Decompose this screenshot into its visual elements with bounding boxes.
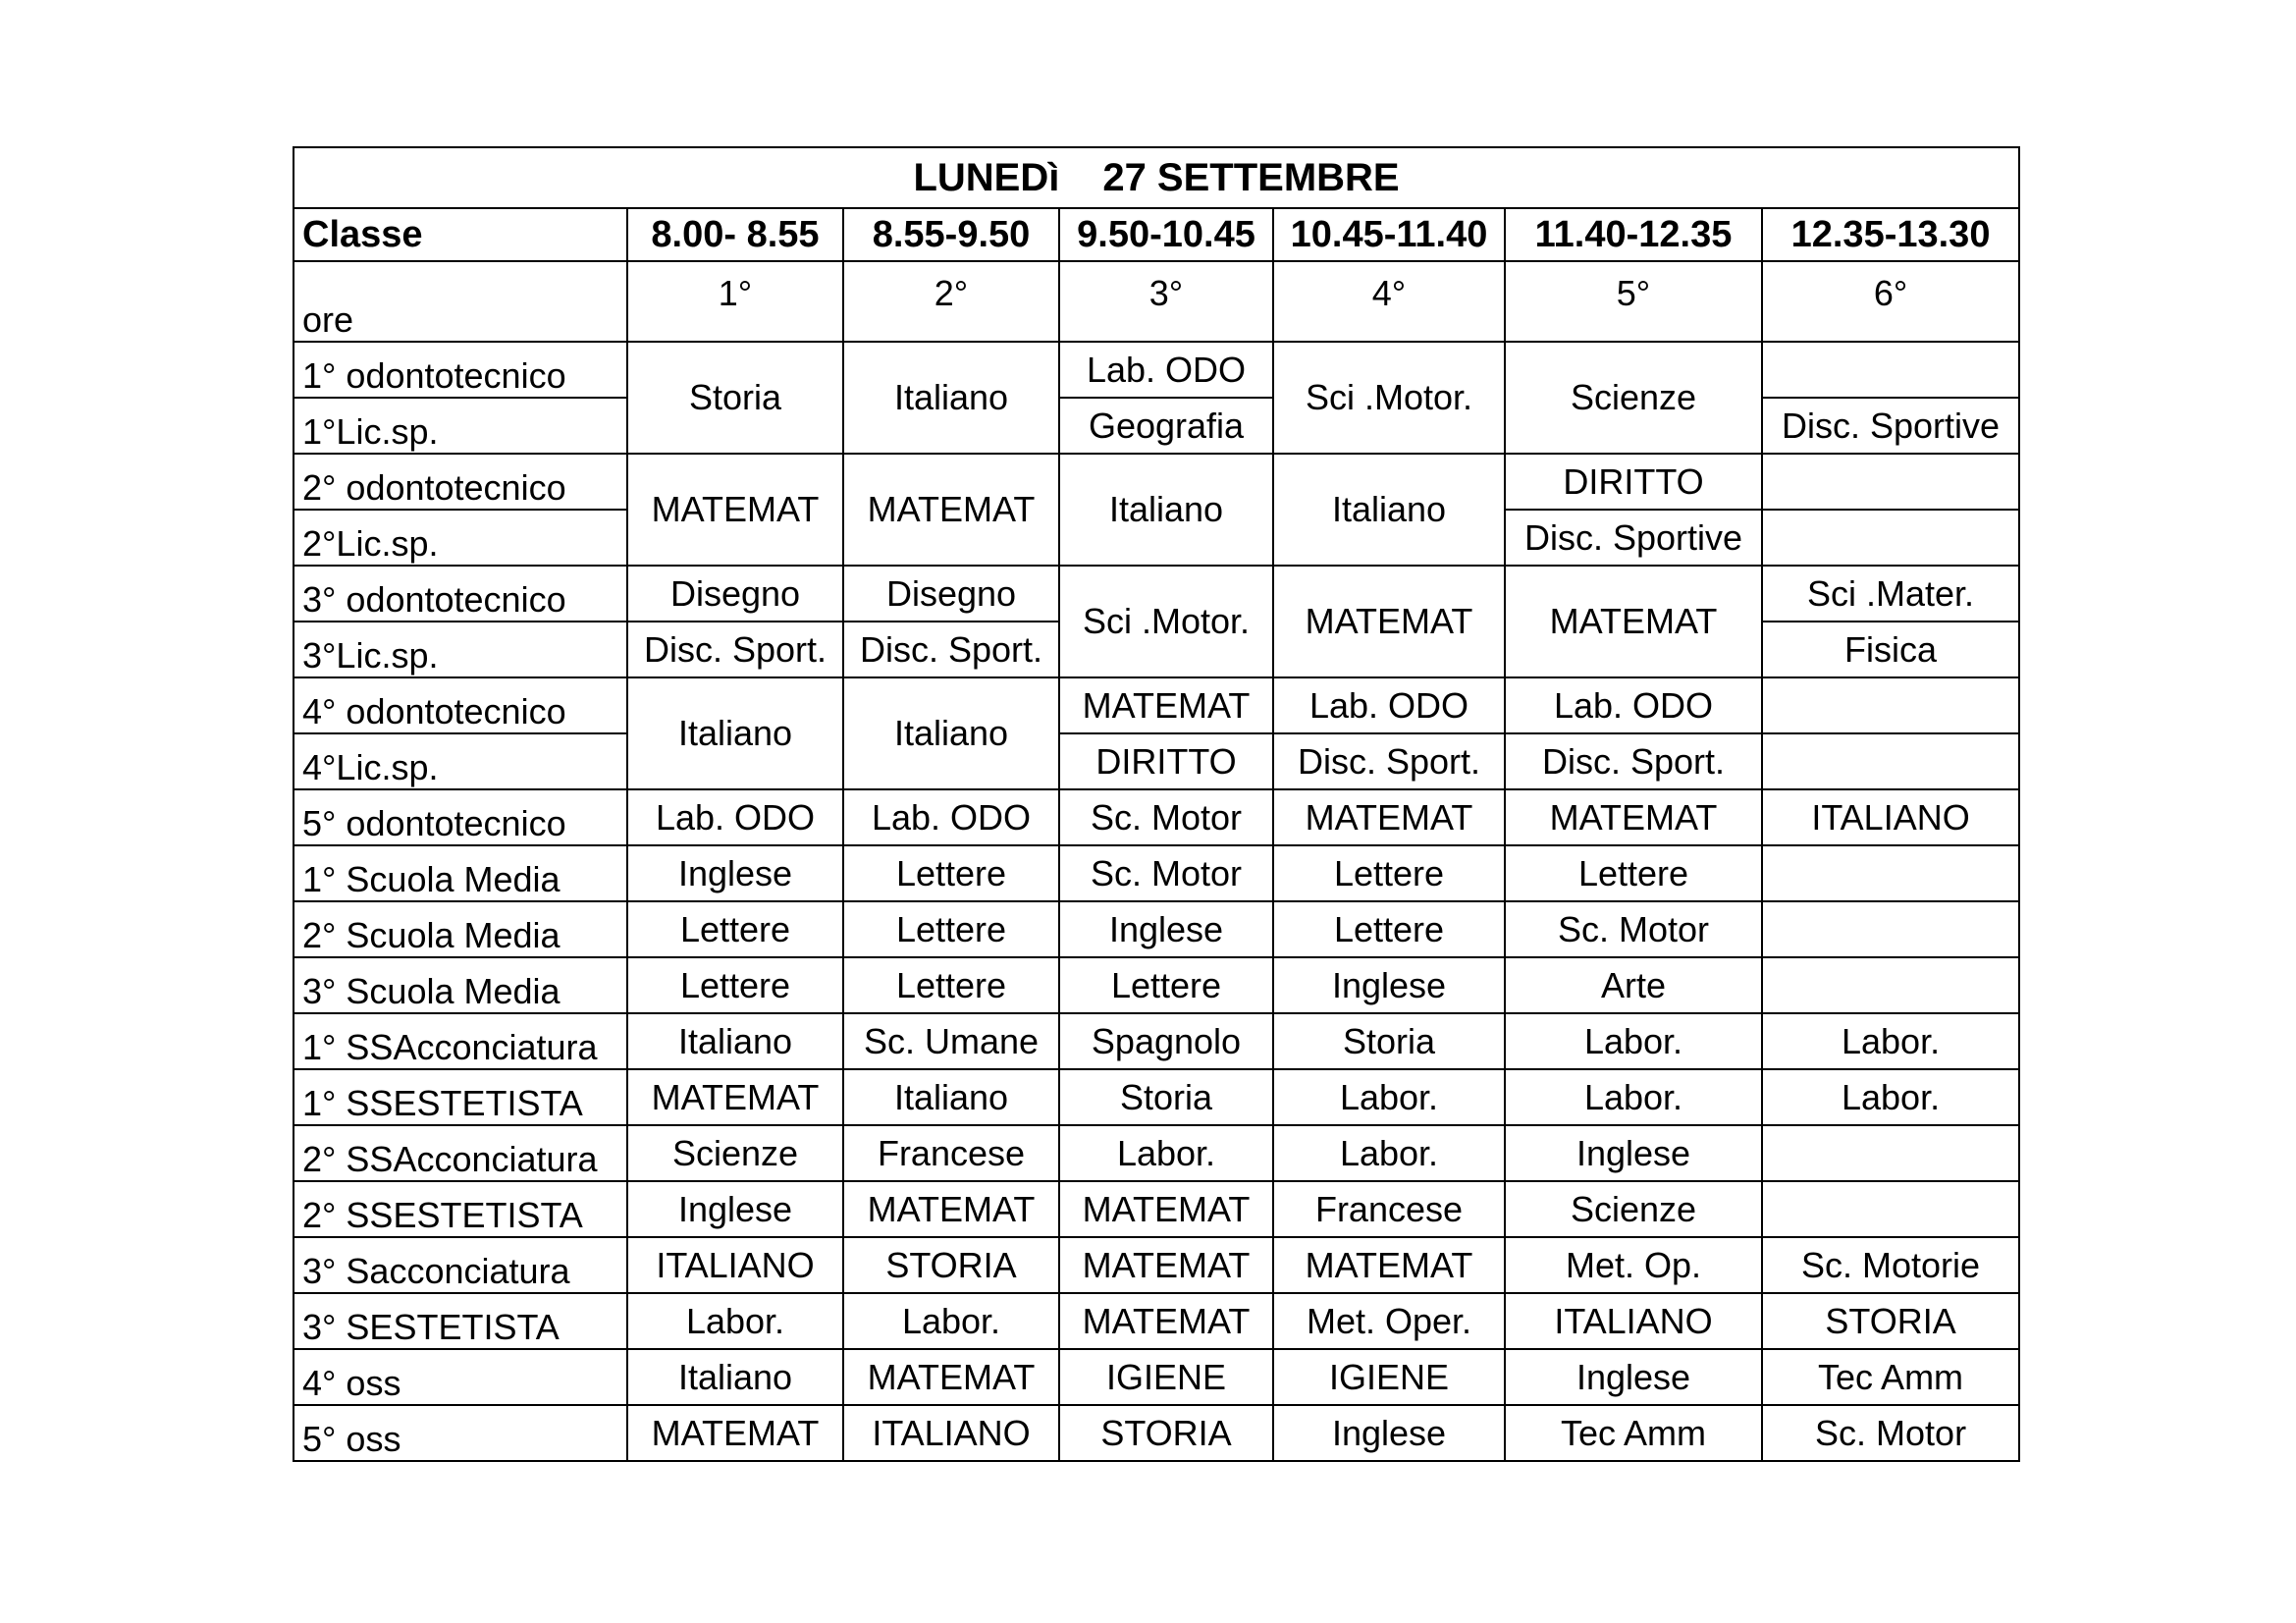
- lesson-cell: Lettere: [843, 901, 1059, 957]
- lesson-cell: Sc. Motor: [1505, 901, 1762, 957]
- lesson-cell: Storia: [627, 342, 843, 454]
- page-title: [294, 147, 2019, 208]
- lesson-cell: Labor.: [843, 1293, 1059, 1349]
- period-header: 1°: [627, 261, 843, 342]
- lesson-cell: ITALIANO: [1762, 789, 2019, 845]
- lesson-cell: Scienze: [627, 1125, 843, 1181]
- class-name: 1° Scuola Media: [294, 845, 627, 901]
- class-name: 1° SSAcconciatura: [294, 1013, 627, 1069]
- lesson-cell: Labor.: [1273, 1125, 1505, 1181]
- lesson-cell: Inglese: [1273, 1405, 1505, 1461]
- lesson-cell: Disc. Sportive: [1762, 398, 2019, 454]
- lesson-cell: MATEMAT: [1059, 1237, 1273, 1293]
- lesson-cell: Tec Amm: [1505, 1405, 1762, 1461]
- title-date: 27 SETTEMBRE: [1102, 156, 1400, 199]
- lesson-cell: Italiano: [843, 677, 1059, 789]
- lesson-cell: Inglese: [1505, 1349, 1762, 1405]
- lesson-cell: Lettere: [1273, 901, 1505, 957]
- lesson-cell: Tec Amm: [1762, 1349, 2019, 1405]
- lesson-cell: [1762, 1181, 2019, 1237]
- lesson-cell: MATEMAT: [1273, 566, 1505, 677]
- lesson-cell: STORIA: [1059, 1405, 1273, 1461]
- class-column-header: Classe: [294, 208, 627, 261]
- lesson-cell: Spagnolo: [1059, 1013, 1273, 1069]
- lesson-cell: [1762, 510, 2019, 566]
- lesson-cell: STORIA: [843, 1237, 1059, 1293]
- lesson-cell: Sc. Motor: [1762, 1405, 2019, 1461]
- lesson-cell: MATEMAT: [1273, 789, 1505, 845]
- lesson-cell: Francese: [843, 1125, 1059, 1181]
- time-header: 11.40-12.35: [1505, 208, 1762, 261]
- lesson-cell: Disc. Sportive: [1505, 510, 1762, 566]
- lesson-cell: Lettere: [1273, 845, 1505, 901]
- lesson-cell: Labor.: [1505, 1069, 1762, 1125]
- lesson-cell: Inglese: [1505, 1125, 1762, 1181]
- table-row: [294, 901, 2019, 957]
- lesson-cell: Inglese: [1059, 901, 1273, 957]
- lesson-cell: Lettere: [1059, 957, 1273, 1013]
- lesson-cell: Inglese: [627, 1181, 843, 1237]
- lesson-cell: Sc. Umane: [843, 1013, 1059, 1069]
- lesson-cell: Labor.: [1762, 1013, 2019, 1069]
- lesson-cell: Italiano: [1273, 454, 1505, 566]
- class-name: 3° Scuola Media: [294, 957, 627, 1013]
- class-name: 4°Lic.sp.: [294, 733, 627, 789]
- table-row: [294, 957, 2019, 1013]
- lesson-cell: STORIA: [1762, 1293, 2019, 1349]
- lesson-cell: Sc. Motor: [1059, 845, 1273, 901]
- class-name: 3°Lic.sp.: [294, 622, 627, 677]
- lesson-cell: MATEMAT: [843, 454, 1059, 566]
- ore-label: ore: [294, 261, 627, 342]
- time-header: 12.35-13.30: [1762, 208, 2019, 261]
- lesson-cell: [1762, 1125, 2019, 1181]
- lesson-cell: MATEMAT: [1059, 677, 1273, 733]
- table-row: [294, 1405, 2019, 1461]
- time-header: 9.50-10.45: [1059, 208, 1273, 261]
- table-row: [294, 677, 2019, 733]
- period-header: 5°: [1505, 261, 1762, 342]
- lesson-cell: Storia: [1273, 1013, 1505, 1069]
- lesson-cell: Scienze: [1505, 1181, 1762, 1237]
- lesson-cell: MATEMAT: [627, 1405, 843, 1461]
- class-name: 5° oss: [294, 1405, 627, 1461]
- period-header: 3°: [1059, 261, 1273, 342]
- lesson-cell: [1762, 454, 2019, 510]
- lesson-cell: Lettere: [627, 957, 843, 1013]
- class-name: 4° oss: [294, 1349, 627, 1405]
- lesson-cell: MATEMAT: [1059, 1293, 1273, 1349]
- lesson-cell: Sci .Motor.: [1059, 566, 1273, 677]
- table-row: [294, 1181, 2019, 1237]
- lesson-cell: Lab. ODO: [1505, 677, 1762, 733]
- lesson-cell: MATEMAT: [627, 1069, 843, 1125]
- title-row: [294, 147, 2019, 208]
- lesson-cell: Lettere: [843, 957, 1059, 1013]
- class-name: 3° Sacconciatura: [294, 1237, 627, 1293]
- period-header-row: [294, 261, 2019, 342]
- table-row: [294, 1069, 2019, 1125]
- lesson-cell: Geografia: [1059, 398, 1273, 454]
- lesson-cell: [1762, 677, 2019, 733]
- lesson-cell: MATEMAT: [1505, 566, 1762, 677]
- table-row: [294, 342, 2019, 398]
- class-name: 2° odontotecnico: [294, 454, 627, 510]
- class-name: 4° odontotecnico: [294, 677, 627, 733]
- class-name: 2° SSAcconciatura: [294, 1125, 627, 1181]
- time-header-row: [294, 208, 2019, 261]
- table-row: [294, 566, 2019, 622]
- lesson-cell: [1762, 342, 2019, 398]
- lesson-cell: MATEMAT: [1059, 1181, 1273, 1237]
- table-row: [294, 1125, 2019, 1181]
- time-header: 8.55-9.50: [843, 208, 1059, 261]
- lesson-cell: Lab. ODO: [1059, 342, 1273, 398]
- class-name: 2°Lic.sp.: [294, 510, 627, 566]
- lesson-cell: Disc. Sport.: [1273, 733, 1505, 789]
- lesson-cell: Labor.: [1059, 1125, 1273, 1181]
- lesson-cell: [1762, 901, 2019, 957]
- lesson-cell: Italiano: [1059, 454, 1273, 566]
- class-name: 1° SSESTETISTA: [294, 1069, 627, 1125]
- table-row: [294, 789, 2019, 845]
- lesson-cell: Lab. ODO: [627, 789, 843, 845]
- lesson-cell: Inglese: [1273, 957, 1505, 1013]
- table-row: [294, 1013, 2019, 1069]
- lesson-cell: Sci .Motor.: [1273, 342, 1505, 454]
- lesson-cell: Met. Op.: [1505, 1237, 1762, 1293]
- class-name: 2° SSESTETISTA: [294, 1181, 627, 1237]
- class-name: 2° Scuola Media: [294, 901, 627, 957]
- lesson-cell: Fisica: [1762, 622, 2019, 677]
- table-row: [294, 845, 2019, 901]
- lesson-cell: Sci .Mater.: [1762, 566, 2019, 622]
- lesson-cell: Scienze: [1505, 342, 1762, 454]
- class-name: 3° SESTETISTA: [294, 1293, 627, 1349]
- time-header: 8.00- 8.55: [627, 208, 843, 261]
- lesson-cell: IGIENE: [1059, 1349, 1273, 1405]
- lesson-cell: MATEMAT: [627, 454, 843, 566]
- lesson-cell: Labor.: [627, 1293, 843, 1349]
- lesson-cell: Labor.: [1505, 1013, 1762, 1069]
- lesson-cell: ITALIANO: [843, 1405, 1059, 1461]
- lesson-cell: Storia: [1059, 1069, 1273, 1125]
- lesson-cell: Sc. Motorie: [1762, 1237, 2019, 1293]
- lesson-cell: MATEMAT: [843, 1181, 1059, 1237]
- lesson-cell: Italiano: [627, 1349, 843, 1405]
- lesson-cell: Lab. ODO: [843, 789, 1059, 845]
- lesson-cell: Disegno: [843, 566, 1059, 622]
- table-row: [294, 1349, 2019, 1405]
- lesson-cell: Labor.: [1762, 1069, 2019, 1125]
- lesson-cell: Lettere: [1505, 845, 1762, 901]
- class-name: 1°Lic.sp.: [294, 398, 627, 454]
- lesson-cell: Francese: [1273, 1181, 1505, 1237]
- lesson-cell: Labor.: [1273, 1069, 1505, 1125]
- lesson-cell: MATEMAT: [1273, 1237, 1505, 1293]
- lesson-cell: DIRITTO: [1505, 454, 1762, 510]
- lesson-cell: Disc. Sport.: [1505, 733, 1762, 789]
- lesson-cell: Arte: [1505, 957, 1762, 1013]
- lesson-cell: Italiano: [627, 677, 843, 789]
- lesson-cell: Italiano: [627, 1013, 843, 1069]
- lesson-cell: Inglese: [627, 845, 843, 901]
- lesson-cell: Italiano: [843, 1069, 1059, 1125]
- class-name: 3° odontotecnico: [294, 566, 627, 622]
- lesson-cell: MATEMAT: [843, 1349, 1059, 1405]
- table-row: [294, 733, 2019, 789]
- lesson-cell: Disc. Sport.: [843, 622, 1059, 677]
- lesson-cell: MATEMAT: [1505, 789, 1762, 845]
- lesson-cell: Disc. Sport.: [627, 622, 843, 677]
- table-row: [294, 1293, 2019, 1349]
- lesson-cell: DIRITTO: [1059, 733, 1273, 789]
- lesson-cell: Met. Oper.: [1273, 1293, 1505, 1349]
- lesson-cell: Lettere: [843, 845, 1059, 901]
- lesson-cell: Italiano: [843, 342, 1059, 454]
- lesson-cell: ITALIANO: [627, 1237, 843, 1293]
- lesson-cell: Lettere: [627, 901, 843, 957]
- class-name: 1° odontotecnico: [294, 342, 627, 398]
- schedule-table: [293, 146, 2020, 1462]
- lesson-cell: [1762, 957, 2019, 1013]
- table-row: [294, 454, 2019, 510]
- lesson-cell: ITALIANO: [1505, 1293, 1762, 1349]
- title-day: LUNEDì: [913, 156, 1060, 199]
- period-header: 4°: [1273, 261, 1505, 342]
- lesson-cell: [1762, 733, 2019, 789]
- lesson-cell: Sc. Motor: [1059, 789, 1273, 845]
- lesson-cell: Disegno: [627, 566, 843, 622]
- time-header: 10.45-11.40: [1273, 208, 1505, 261]
- lesson-cell: IGIENE: [1273, 1349, 1505, 1405]
- period-header: 2°: [843, 261, 1059, 342]
- lesson-cell: [1762, 845, 2019, 901]
- class-name: 5° odontotecnico: [294, 789, 627, 845]
- table-row: [294, 1237, 2019, 1293]
- lesson-cell: Lab. ODO: [1273, 677, 1505, 733]
- period-header: 6°: [1762, 261, 2019, 342]
